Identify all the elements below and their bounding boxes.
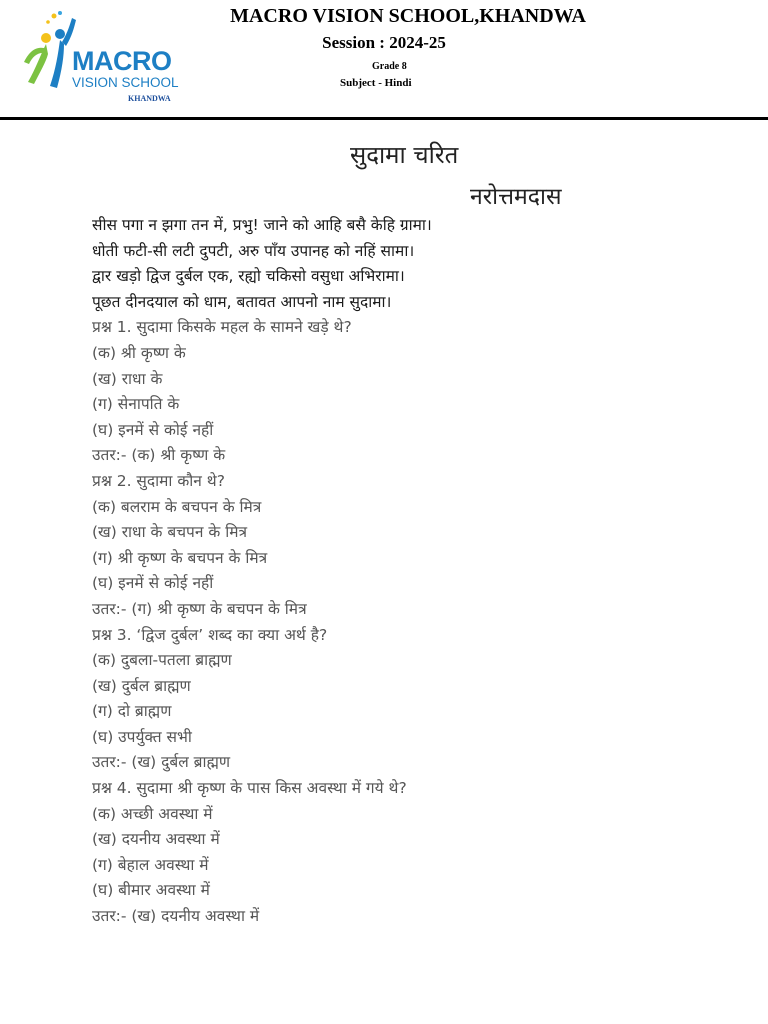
poem-line: सीस पगा न झगा तन में, प्रभु! जाने को आहि बसै केहि ग्रामा।	[92, 216, 432, 234]
option: (ख) राधा के बचपन के मित्र	[92, 523, 248, 542]
chapter-author: नरोत्तमदास	[470, 184, 562, 210]
logo-text-main: MACRO	[72, 46, 172, 76]
session-label: Session : 2024-25	[322, 33, 446, 52]
question: प्रश्न 1. सुदामा किसके महल के सामने खड़े थे?	[92, 318, 352, 337]
answer: उतर:- (ख) दुर्बल ब्राह्मण	[92, 753, 231, 772]
worksheet-content	[92, 213, 732, 930]
poem-line: पूछत दीनदयाल को धाम, बतावत आपनो नाम सुदामा।	[92, 292, 392, 311]
option: (क) अच्छी अवस्था में	[92, 804, 213, 823]
option: (ग) दो ब्राह्मण	[92, 702, 172, 721]
logo-text-sub: VISION SCHOOL	[72, 75, 179, 90]
option: (ख) दुर्बल ब्राह्मण	[92, 676, 191, 695]
answer: उतर:- (ख) दयनीय अवस्था में	[92, 907, 260, 926]
subject-label: Subject - Hindi	[340, 77, 412, 89]
answer: उतर:- (क) श्री कृष्ण के	[92, 446, 226, 465]
logo-text-location: KHANDWA	[128, 94, 171, 103]
question: प्रश्न 2. सुदामा कौन थे?	[92, 471, 225, 490]
school-name: MACRO VISION SCHOOL,KHANDWA	[230, 5, 586, 27]
option: (ख) राधा के	[92, 369, 163, 388]
option: (ग) बेहाल अवस्था में	[92, 855, 209, 874]
option: (ग) श्री कृष्ण के बचपन के मित्र	[92, 548, 268, 567]
option: (ग) सेनापति के	[92, 395, 180, 414]
option: (क) बलराम के बचपन के मित्र	[92, 497, 262, 516]
option: (क) श्री कृष्ण के	[92, 343, 186, 362]
poem-line: धोती फटी-सी लटी दुपटी, अरु पाँय उपानह को नहिं सामा।	[92, 241, 415, 260]
answer: उतर:- (ग) श्री कृष्ण के बचपन के मित्र	[92, 599, 307, 618]
option: (घ) इनमें से कोई नहीं	[92, 574, 214, 593]
document-header	[0, 0, 768, 120]
header-divider	[0, 117, 768, 120]
chapter-title: सुदामा चरित	[350, 141, 459, 169]
question: प्रश्न 3. ‘द्विज दुर्बल’ शब्द का क्या अर्थ है?	[92, 625, 328, 644]
option: (क) दुबला-पतला ब्राह्मण	[92, 651, 232, 670]
question: प्रश्न 4. सुदामा श्री कृष्ण के पास किस अवस्था में गये थे?	[92, 779, 407, 798]
option: (ख) दयनीय अवस्था में	[92, 830, 220, 849]
option: (घ) उपर्युक्त सभी	[92, 727, 192, 746]
option: (घ) इनमें से कोई नहीं	[92, 420, 214, 439]
grade-label: Grade 8	[372, 61, 407, 72]
option: (घ) बीमार अवस्था में	[92, 881, 210, 900]
poem-line: द्वार खड़ो द्विज दुर्बल एक, रह्यो चकिसो वसुधा अभिरामा।	[92, 267, 405, 286]
